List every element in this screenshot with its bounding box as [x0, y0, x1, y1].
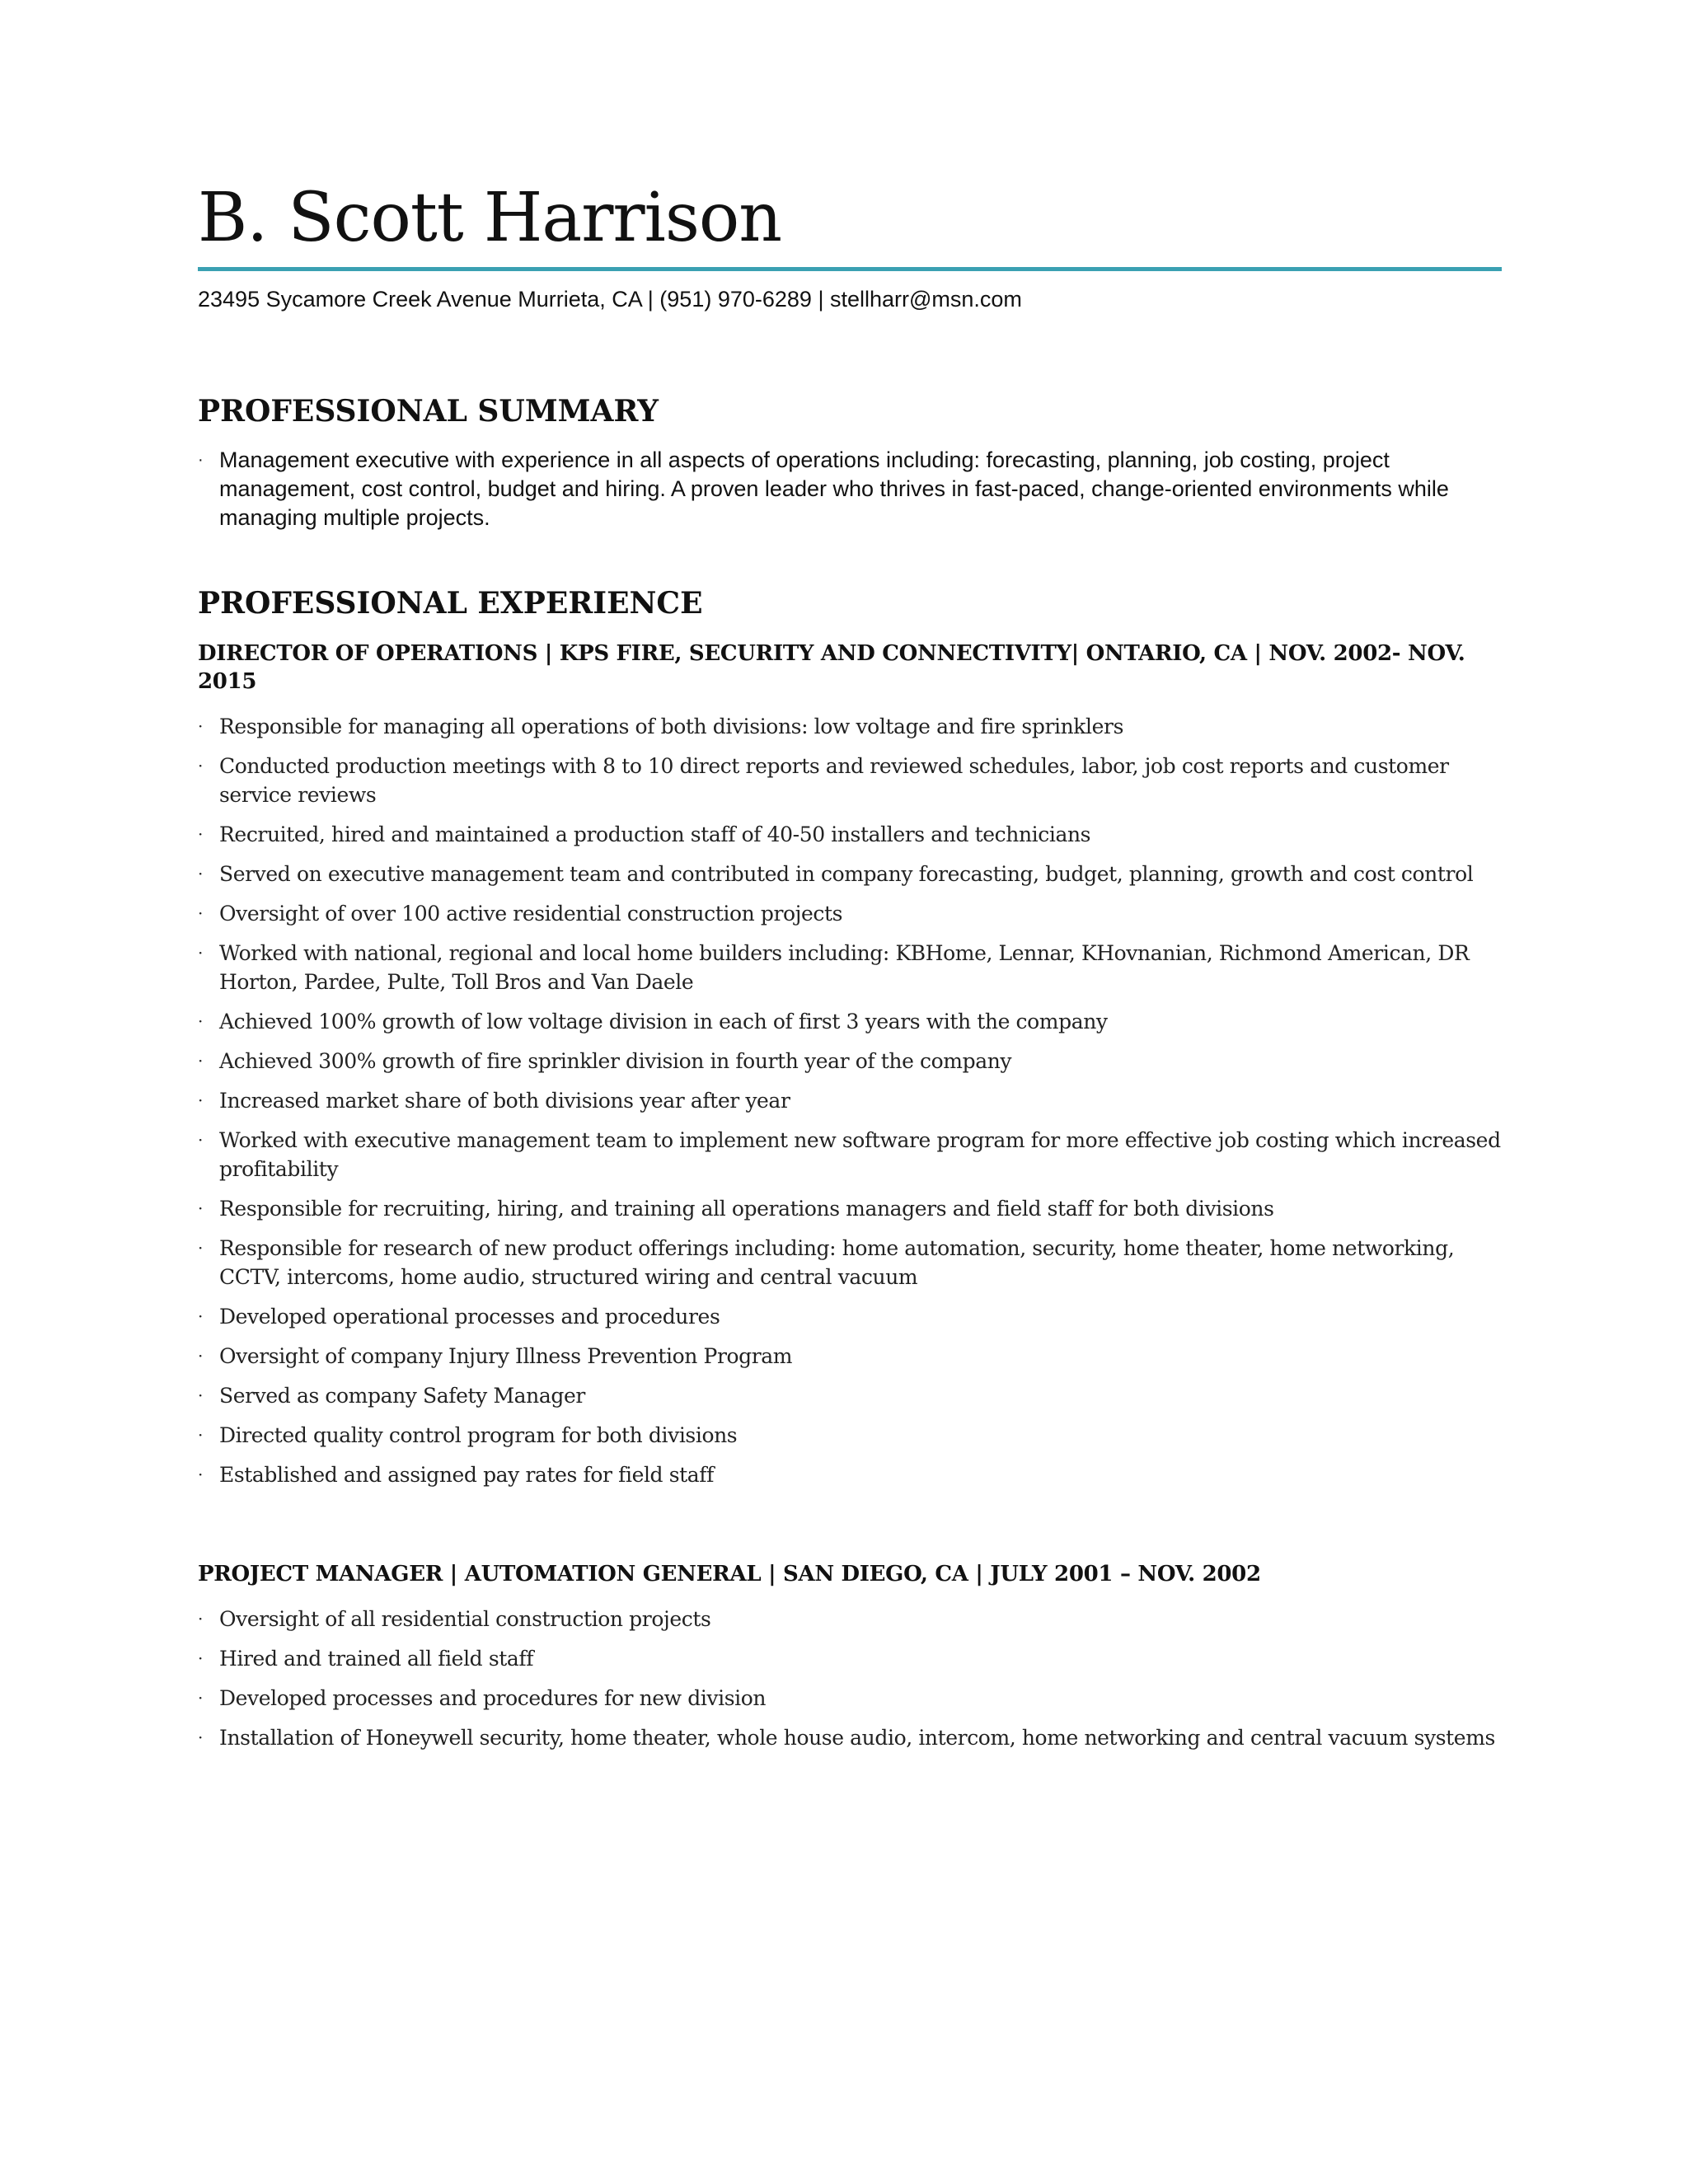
job-duty-item	[198, 752, 1502, 809]
bullet-icon: ·	[198, 1609, 203, 1629]
job-duty-text: Served as company Safety Manager	[219, 1384, 585, 1408]
bullet-icon: ·	[198, 756, 203, 776]
bullet-icon: ·	[198, 1648, 203, 1668]
job-duty-text: Worked with national, regional and local home builders including: KBHome, Lennar, KHovnanian, Richmond American, DR Horton, Pardee, Pulte, Toll Bros and Van Daele	[219, 941, 1470, 994]
job-duty-item	[198, 1684, 1502, 1713]
job-duty-text: Hired and trained all field staff	[219, 1647, 534, 1671]
bullet-icon: ·	[198, 1727, 203, 1747]
job-duty-item	[198, 820, 1502, 849]
bullet-icon: ·	[198, 1238, 203, 1258]
job-duty-text: Achieved 100% growth of low voltage division in each of first 3 years with the company	[219, 1010, 1108, 1033]
job-duty-text: Worked with executive management team to implement new software program for more effective job costing which increased profitability	[219, 1128, 1501, 1181]
bullet-icon: ·	[198, 1051, 203, 1071]
bullet-icon: ·	[198, 1465, 203, 1484]
bullet-icon: ·	[198, 1425, 203, 1445]
job-duty-item	[198, 1421, 1502, 1450]
job-duty-item	[198, 1234, 1502, 1291]
job-duty-item	[198, 1381, 1502, 1410]
job-duty-text: Conducted production meetings with 8 to 10 direct reports and reviewed schedules, labor, job cost reports and customer service reviews	[219, 754, 1449, 807]
job-duty-text: Developed processes and procedures for new division	[219, 1686, 767, 1710]
job-duty-text: Responsible for managing all operations of both divisions: low voltage and fire sprinklers	[219, 715, 1124, 738]
resume-page	[198, 173, 1502, 1763]
job-duty-text: Increased market share of both divisions year after year	[219, 1089, 790, 1113]
job-duty-item	[198, 712, 1502, 741]
experience-heading: PROFESSIONAL EXPERIENCE	[198, 586, 703, 621]
bullet-icon: ·	[198, 864, 203, 883]
job-duty-text: Established and assigned pay rates for field staff	[219, 1463, 714, 1487]
job-duty-text: Achieved 300% growth of fire sprinkler division in fourth year of the company	[219, 1049, 1012, 1073]
job-duty-text: Responsible for recruiting, hiring, and training all operations managers and field staff for both divisions	[219, 1197, 1274, 1221]
job-duty-item	[198, 1302, 1502, 1331]
summary-heading: PROFESSIONAL SUMMARY	[198, 394, 659, 429]
job-duty-text: Recruited, hired and maintained a production staff of 40-50 installers and technicians	[219, 823, 1091, 846]
job-duties-list	[198, 1605, 1502, 1752]
job-duty-item	[198, 1086, 1502, 1115]
job-duty-item	[198, 1605, 1502, 1633]
bullet-icon: ·	[198, 1306, 203, 1326]
bullet-icon: ·	[198, 1198, 203, 1218]
job-title-project-manager: PROJECT MANAGER | AUTOMATION GENERAL | SAN DIEGO, CA | JULY 2001 – NOV. 2002	[198, 1562, 1261, 1586]
job-duty-item	[198, 1194, 1502, 1223]
job-duty-item	[198, 1342, 1502, 1371]
bullet-icon: ·	[198, 1130, 203, 1150]
job-duty-text: Served on executive management team and contributed in company forecasting, budget, planning, growth and cost control	[219, 862, 1474, 886]
job-duty-text: Oversight of over 100 active residential construction projects	[219, 902, 843, 926]
bullet-icon: ·	[198, 716, 203, 736]
job-duty-item	[198, 1047, 1502, 1076]
job-duty-text: Responsible for research of new product offerings including: home automation, security, home theater, home networking, CCTV, intercoms, home audio, structured wiring and central vacuum	[219, 1236, 1455, 1289]
job-title-director-of-operations: DIRECTOR OF OPERATIONS | KPS FIRE, SECURITY AND CONNECTIVITY| ONTARIO, CA | NOV. 2002- NOV. 2015	[198, 641, 1465, 694]
job-duty-item	[198, 1644, 1502, 1673]
job-duty-item	[198, 1126, 1502, 1183]
contact-line: 23495 Sycamore Creek Avenue Murrieta, CA | (951) 970-6289 | stellharr@msn.com	[198, 287, 1022, 312]
bullet-icon: ·	[198, 903, 203, 923]
job-duty-text: Oversight of all residential construction projects	[219, 1607, 711, 1631]
candidate-name: B. Scott Harrison	[198, 179, 782, 257]
summary-list	[198, 446, 1502, 532]
bullet-icon: ·	[198, 1090, 203, 1110]
job-duty-text: Developed operational processes and procedures	[219, 1305, 720, 1329]
bullet-icon: ·	[198, 1011, 203, 1031]
bullet-icon: ·	[198, 451, 204, 469]
header-divider	[198, 267, 1502, 271]
job-duty-text: Directed quality control program for both divisions	[219, 1423, 738, 1447]
bullet-icon: ·	[198, 943, 203, 963]
job-duty-item	[198, 1723, 1502, 1752]
job-duty-item	[198, 860, 1502, 888]
job-duty-item	[198, 1007, 1502, 1036]
summary-item	[198, 446, 1502, 532]
job-duty-text: Oversight of company Injury Illness Prevention Program	[219, 1344, 793, 1368]
job-duty-item	[198, 1460, 1502, 1489]
bullet-icon: ·	[198, 1385, 203, 1405]
bullet-icon: ·	[198, 1688, 203, 1708]
job-duty-item	[198, 939, 1502, 996]
job-duty-text: Installation of Honeywell security, home theater, whole house audio, intercom, home networking and central vacuum systems	[219, 1726, 1495, 1750]
job-duty-item	[198, 899, 1502, 928]
summary-item-text: Management executive with experience in all aspects of operations including: forecasting, planning, job costing, project management, cost control, budget and hiring. A proven leader who thrives in fast-paced, change-oriented environments while managing multiple projects.	[219, 448, 1449, 530]
bullet-icon: ·	[198, 824, 203, 844]
bullet-icon: ·	[198, 1346, 203, 1366]
job-duties-list	[198, 712, 1502, 1489]
